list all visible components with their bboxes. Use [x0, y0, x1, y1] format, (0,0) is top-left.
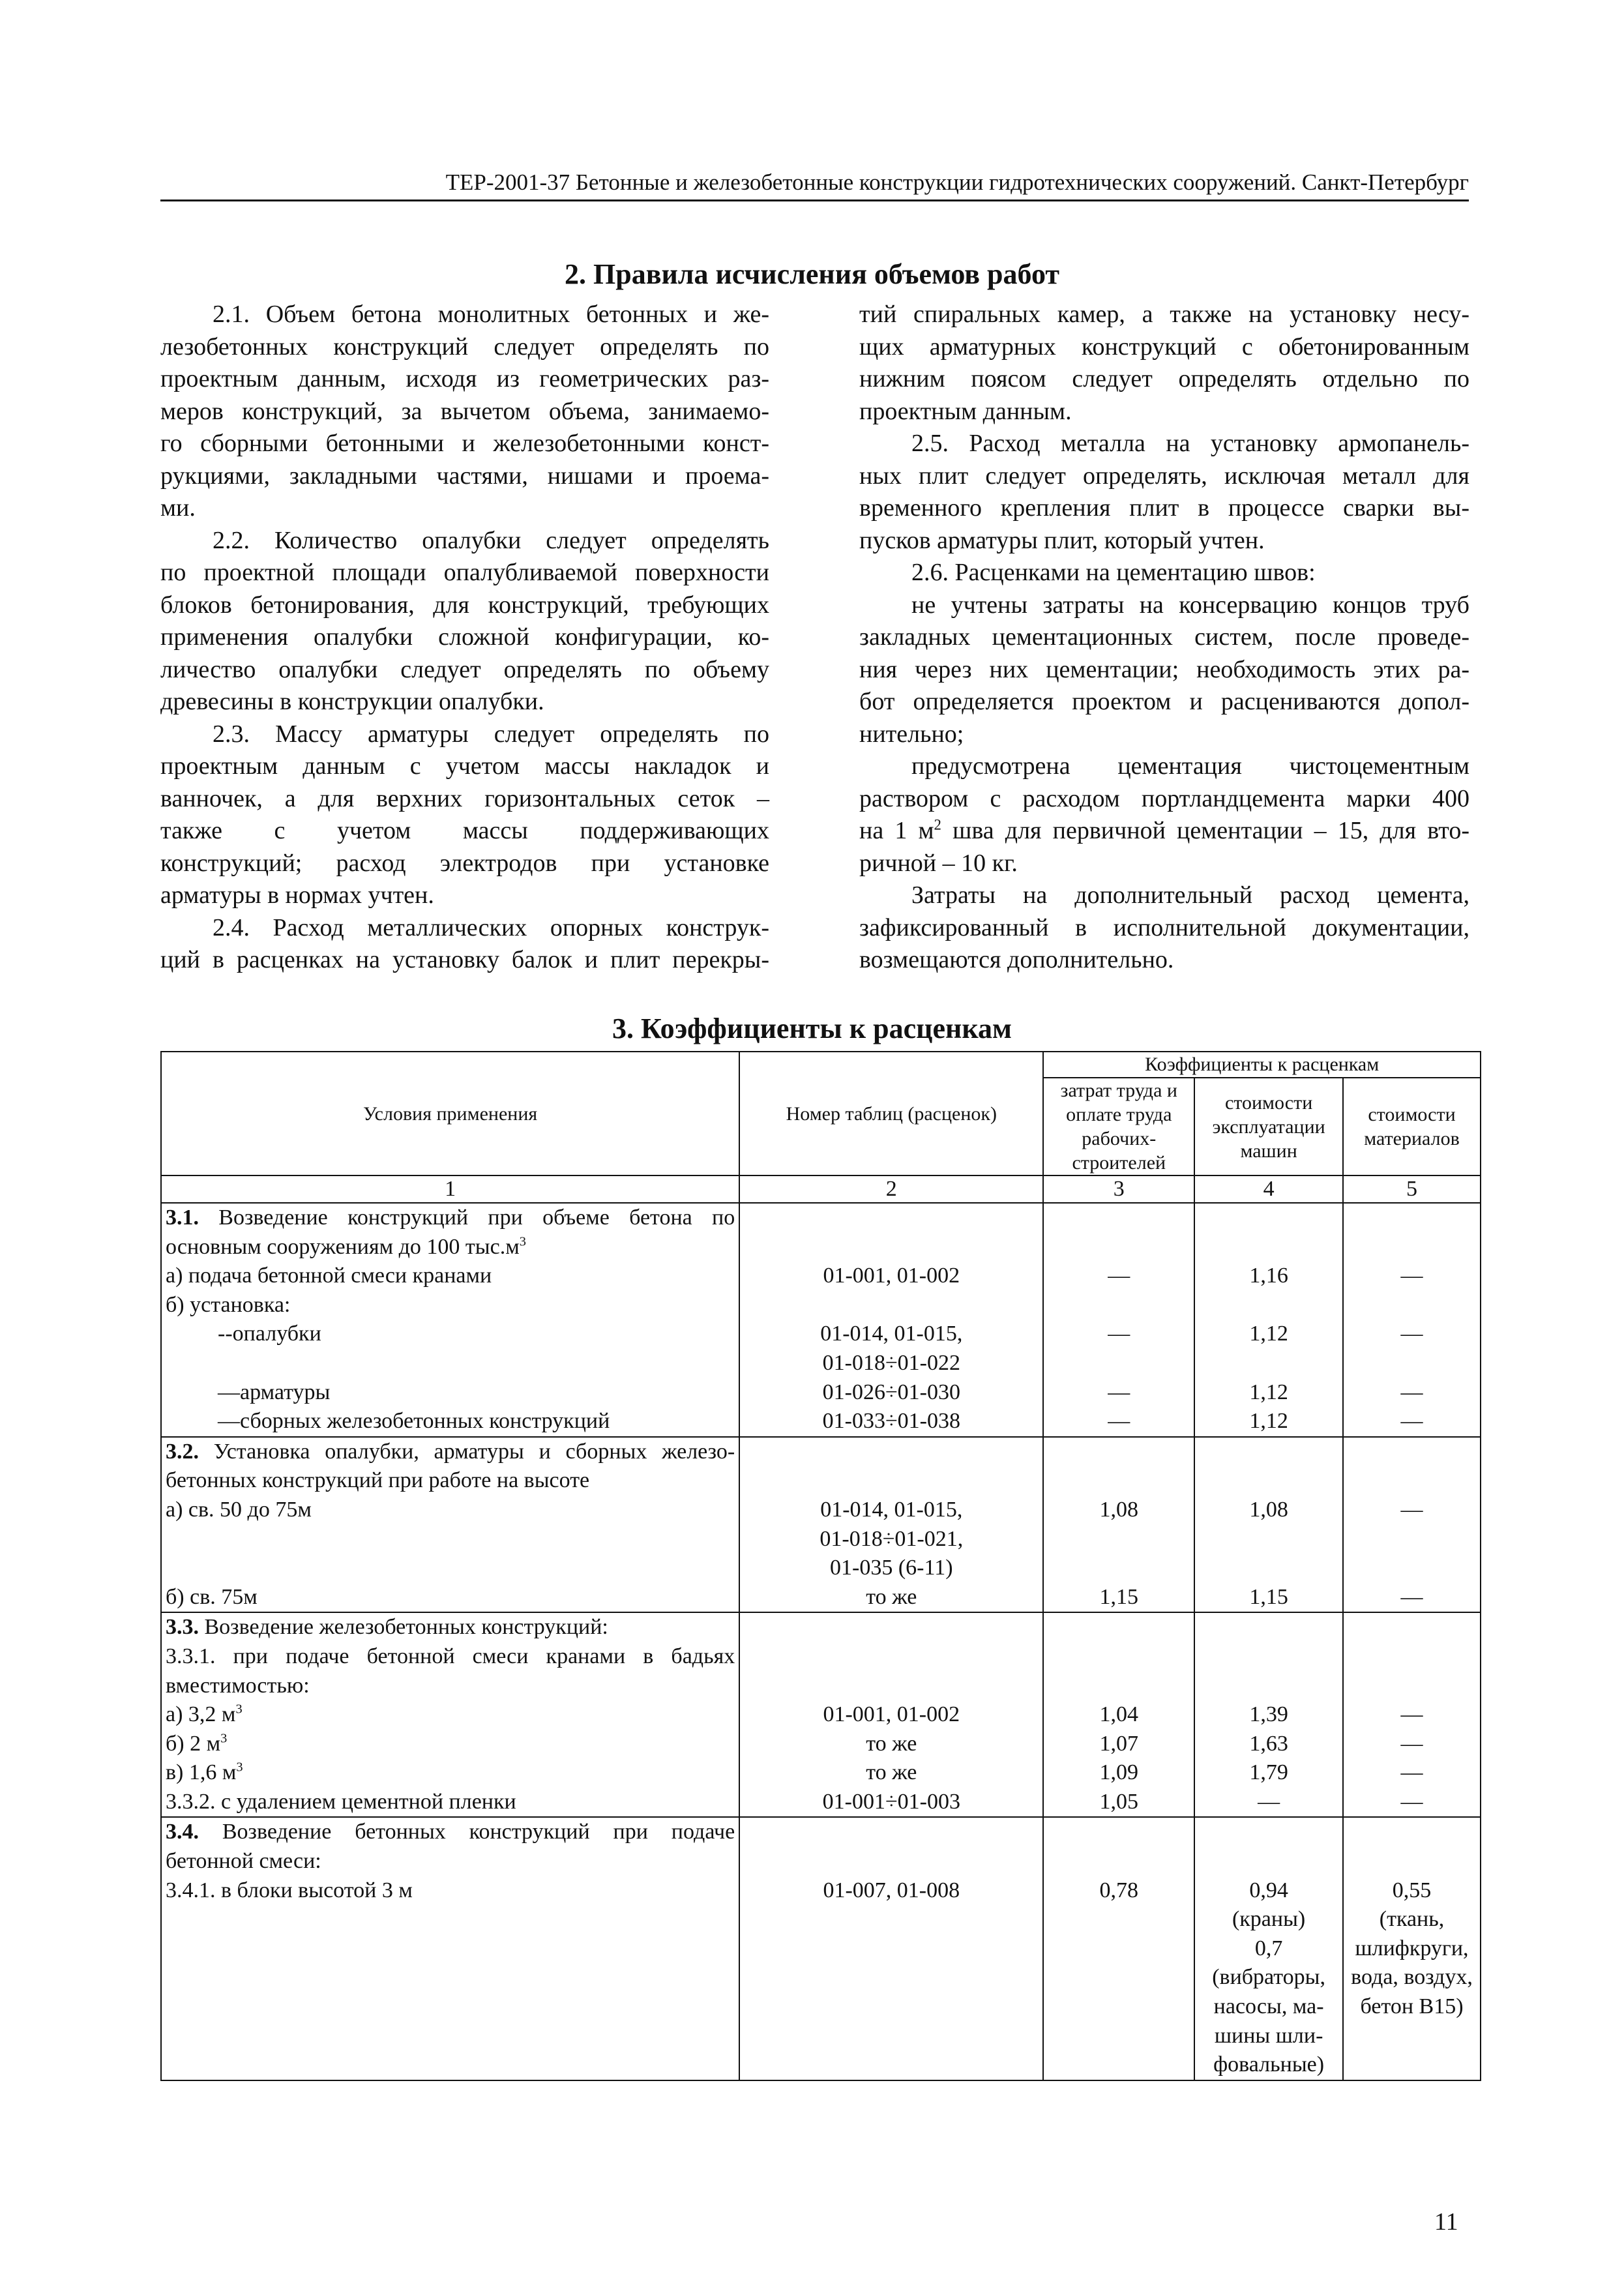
- page-number: 11: [1434, 2208, 1458, 2236]
- running-header: ТЕР-2001-37 Бетонные и железобетонные конструкции гидротехнических сооружений. Санкт-Петербург: [160, 168, 1469, 201]
- table-row-group-3-2: 3.2. Установка опалубки, арматуры и сборных железо- бетонных конструкций при работе на высоте а) св. 50 до 75м б) св. 75м 01-014, 01-015, 01-018÷01-021, 01-035 (6-11) то же 1,08 1,15 1,08 1,15 — —: [161, 1437, 1481, 1613]
- text-line: применения опалубки сложной конфигурации, ко-: [160, 623, 769, 651]
- text-line: также с учетом массы поддерживающих: [160, 817, 769, 844]
- text-line: 2.1. Объем бетона монолитных бетонных и же-: [213, 301, 769, 328]
- text-line: бот определяется проектом и расцениваются допол-: [859, 688, 1469, 715]
- text-line: тий спиральных камер, а также на установку несу-: [859, 301, 1469, 328]
- header-materials: стоимости материалов: [1343, 1078, 1481, 1175]
- text-line: го сборными бетонными и железобетонными конст-: [160, 430, 769, 457]
- section-3-title: 3. Коэффициенты к расценкам: [612, 1012, 1012, 1044]
- header-table-no: Номер таблиц (расценок): [739, 1052, 1043, 1175]
- header-labor: затрат труда и оплате труда рабочих- строителей: [1043, 1078, 1194, 1175]
- text-line: проектным данным с учетом массы накладок и: [160, 752, 769, 780]
- text-line: не учтены затраты на консервацию концов труб: [911, 591, 1469, 619]
- text-line-with-sup: на 1 $м^2$ шва для первичной цементации – 15, для вто-: [859, 816, 1470, 844]
- header-conditions: Условия применения: [161, 1052, 739, 1175]
- text-line: ния через них цементации; необходимость этих ра-: [859, 655, 1469, 683]
- text-line: рукциями, закладными частями, нишами и проема-: [160, 462, 769, 490]
- text-line: нительно;: [859, 720, 964, 748]
- text-line: ных плит следует определять, исключая металл для: [859, 462, 1469, 490]
- section-2-title: 2. Правила исчисления объемов работ: [565, 258, 1059, 290]
- text-line: ми.: [160, 494, 196, 522]
- text-line: проектным данным.: [859, 397, 1072, 425]
- text-line: блоков бетонирования, для конструкций, требующих: [160, 591, 769, 619]
- text-line: временного крепления плит в процессе сварки вы-: [859, 494, 1469, 522]
- text-line: личество опалубки следует определять по объему: [160, 655, 769, 683]
- text-line: древесины в конструкции опалубки.: [160, 688, 544, 715]
- table-row-group-3-1: 3.1. Возведение конструкций при объеме бетона по основным сооружениям до 100 $тыс.м^3$ а) подача бетонной смеси кранами б) установка: --опалубки —арматуры —сборных железобетонных конструкций 01-001, 01-002 01-014, 01-015, 01-018÷01-022 01-026÷01-030 01-033÷01-038 — — — — 1,16 1,12 1,12 1,12 — — — —: [161, 1203, 1481, 1437]
- text-line: 2.3. Массу арматуры следует определять по: [213, 720, 769, 748]
- text-line: щих арматурных конструкций с обетонированным: [859, 333, 1469, 361]
- text-line: ванночек, а для верхних горизонтальных сеток –: [160, 784, 769, 812]
- text-line: конструкций; расход электродов при установке: [160, 849, 769, 877]
- text-line: по проектной площади опалубливаемой поверхности: [160, 559, 769, 586]
- column-numbers-row: 1 2 3 4 5: [161, 1175, 1481, 1203]
- text-line: ций в расценках на установку балок и плит перекры-: [160, 946, 769, 973]
- text-line: 2.4. Расход металлических опорных конструк-: [213, 913, 769, 941]
- table-row-group-3-4: 3.4. Возведение бетонных конструкций при подаче бетонной смеси: 3.4.1. в блоки высотой 3 м 01-007, 01-008 0,78 0,94 (краны) 0,7 (вибраторы, насосы, ма- шины шли- фовальные) 0,55 (ткань, шлифкруги, вода, воздух, бетон В15): [161, 1817, 1481, 2080]
- text-line: Затраты на дополнительный расход цемента,: [911, 881, 1469, 909]
- text-line: раствором с расходом портландцемента марки 400: [859, 784, 1469, 812]
- text-line: 2.6. Расценками на цементацию швов:: [911, 559, 1316, 586]
- text-line: зафиксированный в исполнительной документации,: [859, 913, 1469, 941]
- text-line: 2.2. Количество опалубки следует определять: [213, 526, 769, 554]
- text-line: пусков арматуры плит, который учтен.: [859, 526, 1265, 554]
- table-row-group-3-3: 3.3. Возведение железобетонных конструкций: 3.3.1. при подаче бетонной смеси кранами в бадьях вместимостью: а) 3,2 $м^3$ б) 2 $м^3$ в) 1,6 $м^3$ 3.3.2. с удалением цементной пленки 01-001, 01-002 то же то же 01-001÷01-003 1,04 1,07 1,09 1,05 1,39 1,63 1,79 — — — — —: [161, 1612, 1481, 1817]
- text-line: закладных цементационных систем, после проведе-: [859, 623, 1469, 651]
- text-line: 2.5. Расход металла на установку армопанель-: [911, 430, 1469, 457]
- text-line: нижним поясом следует определять отдельно по: [859, 365, 1469, 392]
- text-line: предусмотрена цементация чистоцементным: [911, 752, 1469, 780]
- coefficients-table: [160, 1051, 1481, 2081]
- text-line: проектным данным, исходя из геометрических раз-: [160, 365, 769, 392]
- right-column: [859, 299, 1469, 977]
- text-line: арматуры в нормах учтен.: [160, 881, 434, 909]
- text-line: лезобетонных конструкций следует определять по: [160, 333, 769, 361]
- header-coef-group: Коэффициенты к расценкам: [1043, 1052, 1481, 1078]
- text-line: меров конструкций, за вычетом объема, занимаемо-: [160, 397, 769, 425]
- text-line: возмещаются дополнительно.: [859, 946, 1174, 973]
- header-machines: стоимости эксплуатации машин: [1194, 1078, 1343, 1175]
- text-line: ричной – 10 кг.: [859, 849, 1018, 877]
- left-column: [160, 299, 769, 977]
